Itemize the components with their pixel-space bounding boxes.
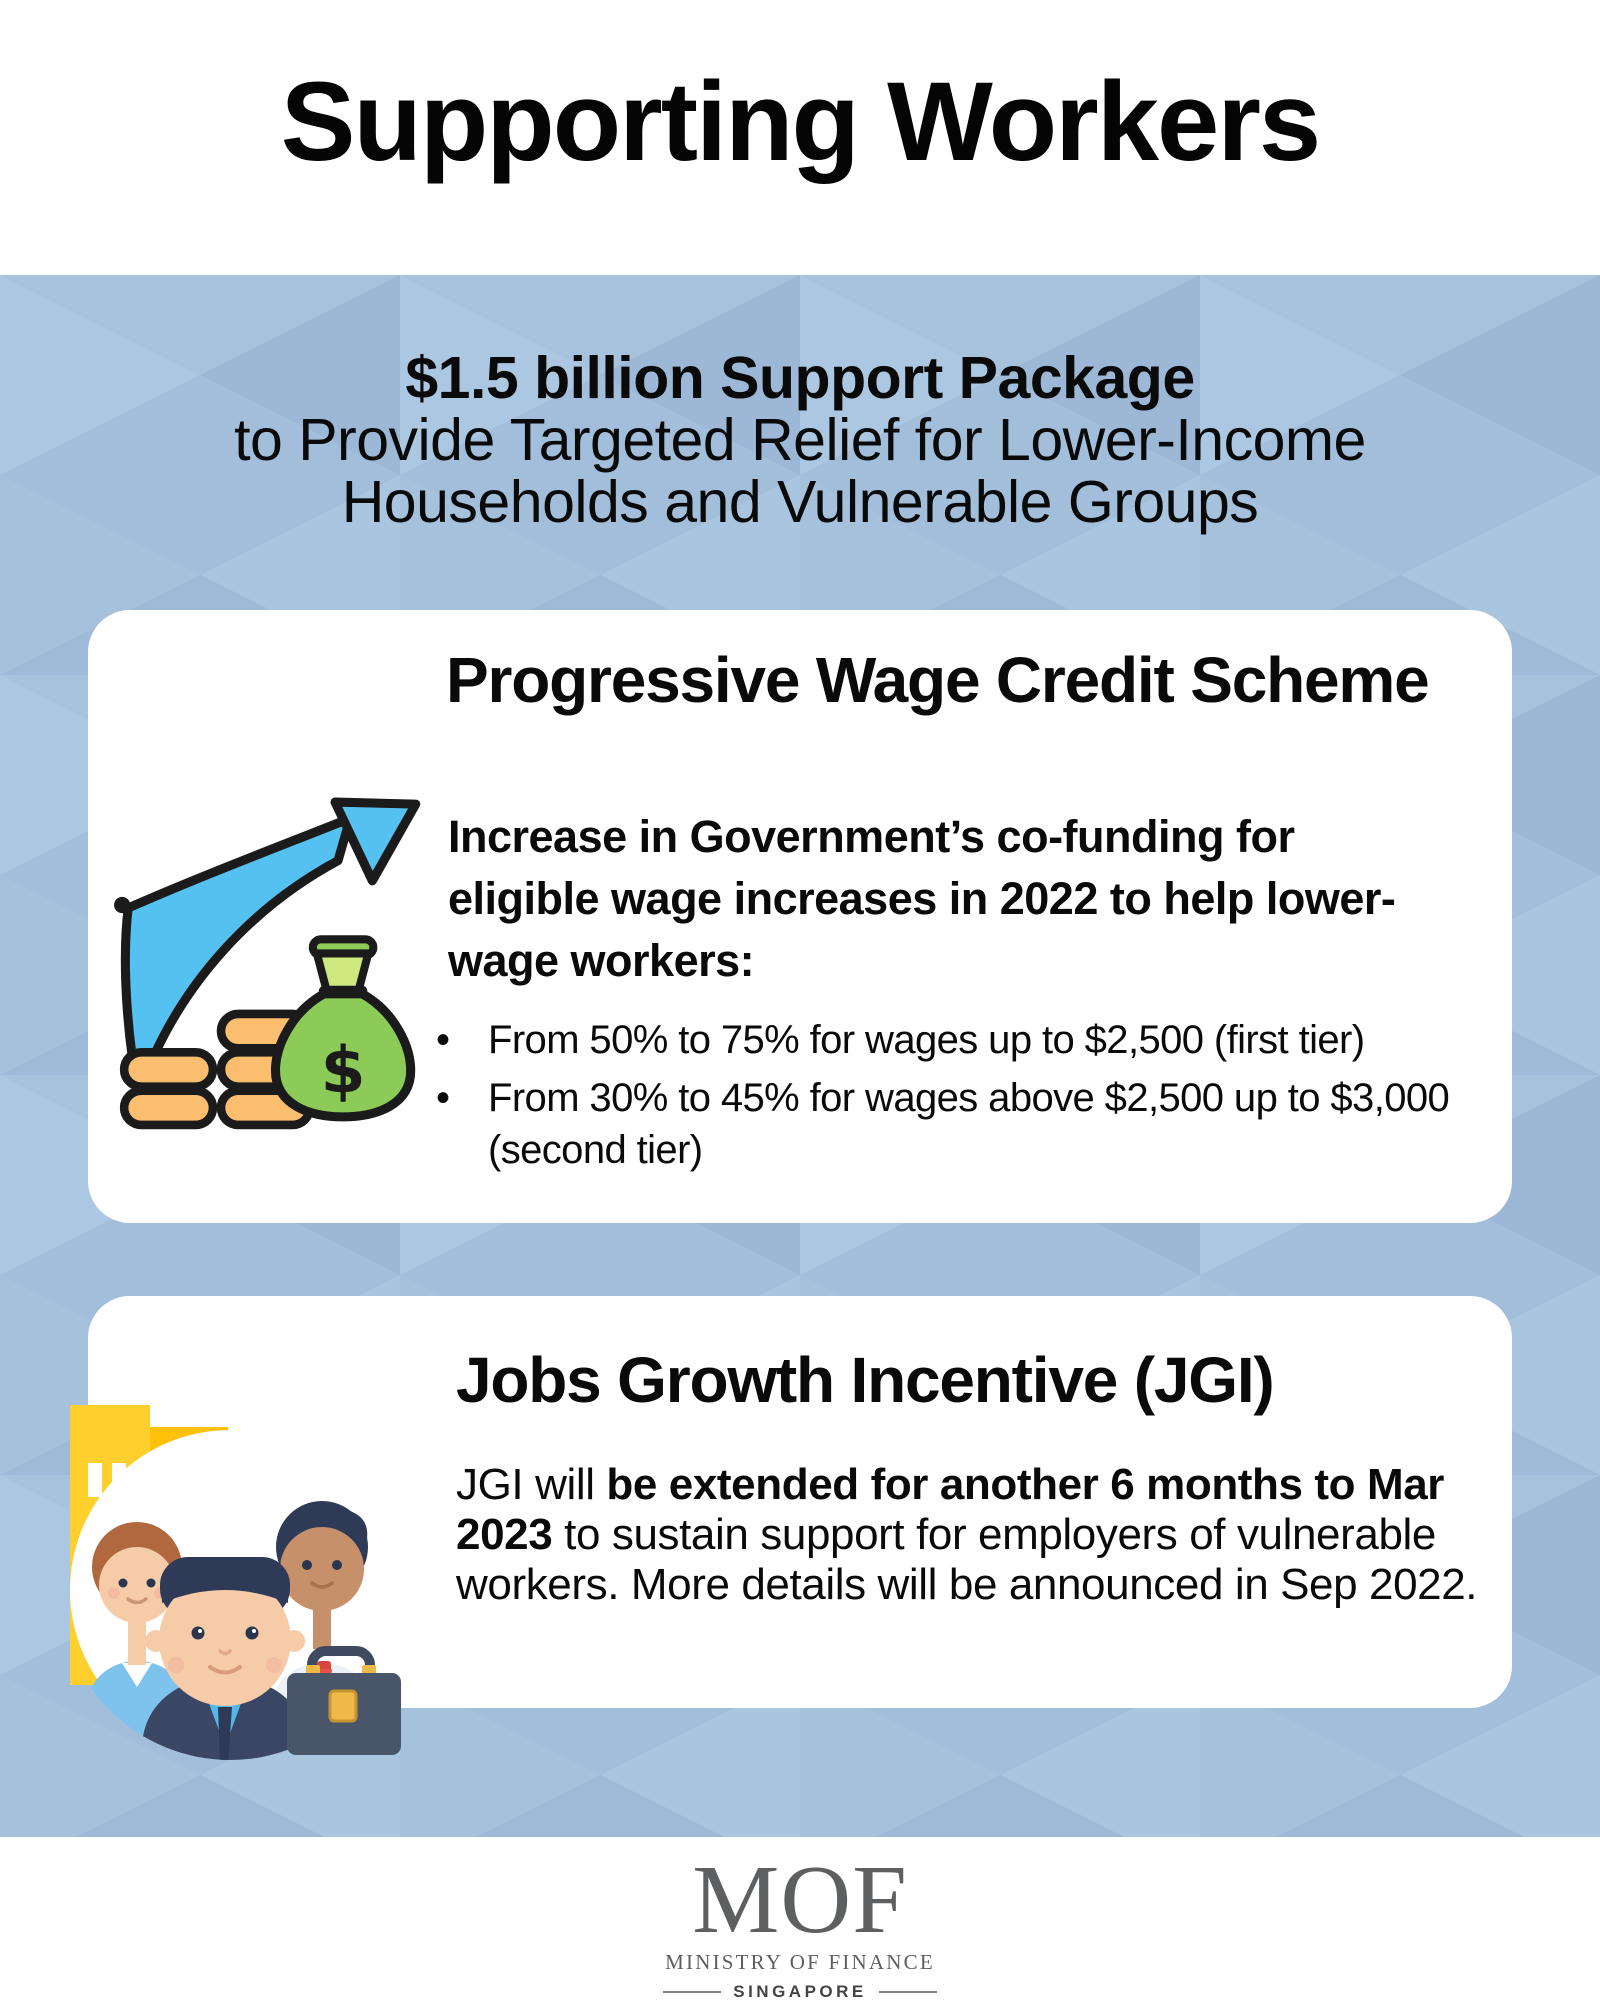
card2-body bbox=[456, 1460, 1486, 1610]
card2-body-bold: be extended for another 6 months to Mar 2023 bbox=[456, 1460, 1445, 1559]
card1-bullet-list bbox=[436, 1014, 1481, 1176]
svg-text:$: $ bbox=[320, 1033, 366, 1109]
card1-heading: Progressive Wage Credit Scheme bbox=[446, 644, 1429, 716]
hero-subtitle bbox=[0, 347, 1600, 533]
footer bbox=[0, 1837, 1600, 2000]
card1-text-column bbox=[448, 806, 1448, 1182]
card2-heading: Jobs Growth Incentive (JGI) bbox=[456, 1344, 1274, 1416]
logo-divider-line-left bbox=[663, 1991, 721, 1993]
workers-icon bbox=[50, 1335, 460, 1775]
hero-subtitle-amount: $1.5 billion Support Package bbox=[405, 345, 1195, 411]
card1-bullet-second-tier: • From 30% to 45% for wages above $2,500 up to $3,000 (second tier) bbox=[436, 1072, 1481, 1176]
hero-subtitle-line3: Households and Vulnerable Groups bbox=[341, 469, 1259, 535]
card-progressive-wage-credit-scheme bbox=[88, 610, 1512, 1223]
mof-logo-country-row bbox=[0, 1982, 1600, 2000]
mof-logo-country: SINGAPORE bbox=[733, 1982, 867, 2000]
card2-body-suffix: to sustain support for employers of vulnerable workers. More details will be announced in Sep 2022. bbox=[456, 1510, 1478, 1609]
hero-section bbox=[0, 275, 1600, 1837]
mof-logo-name: MINISTRY OF FINANCE bbox=[665, 1950, 935, 1975]
card1-intro: Increase in Government’s co-funding for eligible wage increases in 2022 to help lower-wage workers: bbox=[448, 811, 1396, 987]
logo-divider-line-right bbox=[879, 1991, 937, 1993]
wage-growth-icon bbox=[108, 792, 446, 1130]
card2-body-prefix: JGI will bbox=[456, 1460, 607, 1509]
mof-logo-acronym: MOF bbox=[692, 1846, 908, 1954]
page-title: Supporting Workers bbox=[280, 59, 1320, 184]
card1-bullet-first-tier: • From 50% to 75% for wages up to $2,500 (first tier) bbox=[436, 1014, 1481, 1066]
hero-subtitle-line2: to Provide Targeted Relief for Lower-Income bbox=[234, 407, 1366, 473]
mof-logo bbox=[0, 1846, 1600, 2000]
